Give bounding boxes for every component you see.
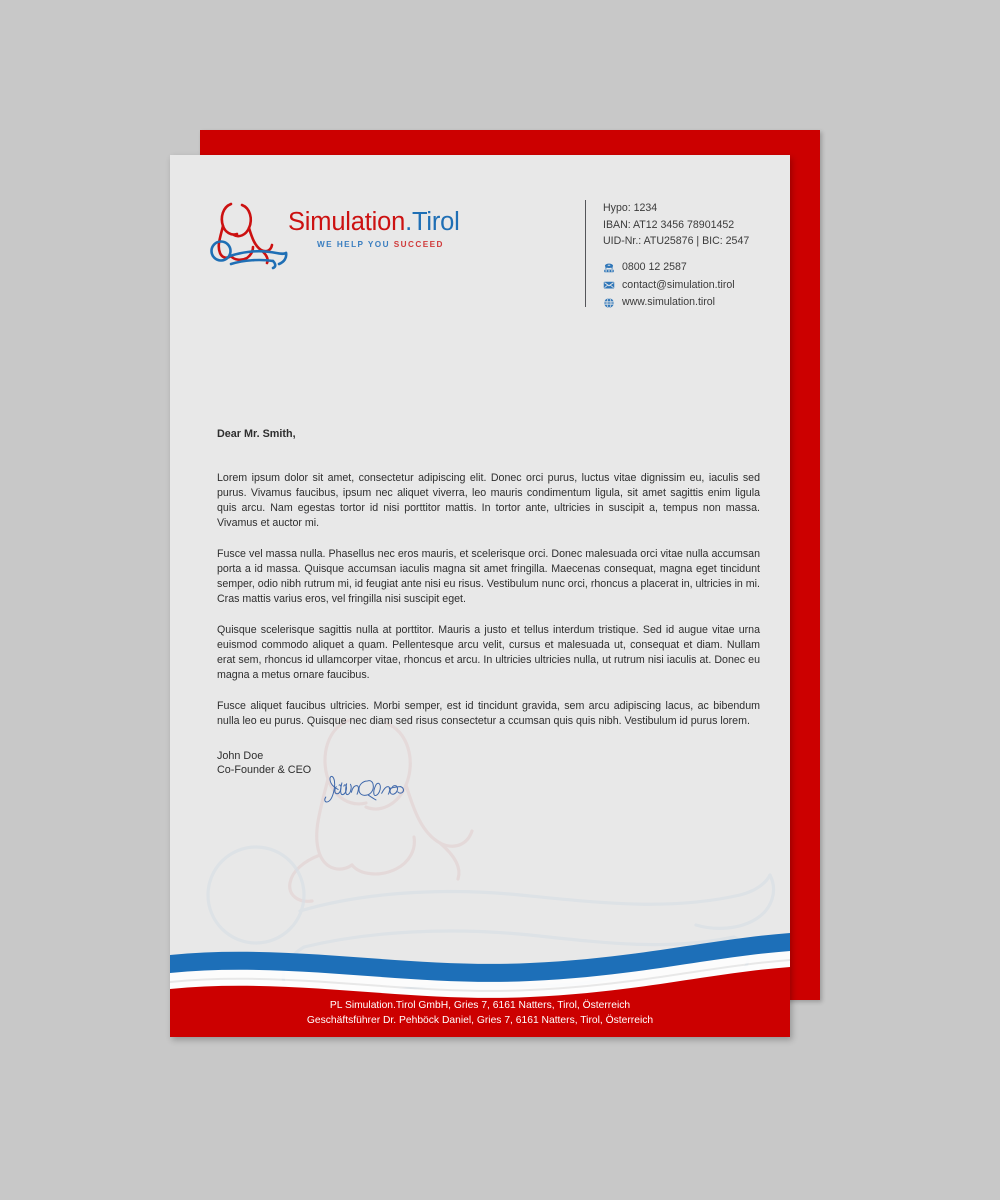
body-paragraph: Quisque scelerisque sagittis nulla at porttitor. Mauris a justo et tellus interdum tristique. Sed id augue vitae urna euismod commodo aliquet a quam. Pellentesque arcu velit, cursus et malesuada ut, consequat et diam. Nullam erat sem, rhoncus id ullamcorper vitae, rhoncus et arcu. In ultricies ultricies nulla, ut rutrum nisi iaculis at. Donec eu magna a metus ornare faucibus. xyxy=(217,623,760,682)
signature-block xyxy=(217,749,760,809)
globe-icon xyxy=(603,297,615,309)
envelope-icon xyxy=(603,279,615,291)
tagline-blue-part: WE HELP YOU xyxy=(317,240,390,249)
bank-line-uid-bic: UID-Nr.: ATU25876 | BIC: 2547 xyxy=(603,235,750,248)
contact-divider xyxy=(585,200,586,307)
letterhead-header xyxy=(170,155,790,330)
email-address: contact@simulation.tirol xyxy=(622,278,735,291)
signer-name: John Doe xyxy=(217,749,264,762)
contact-row-website[interactable] xyxy=(603,294,735,312)
bank-details xyxy=(603,200,749,250)
salutation: Dear Mr. Smith, xyxy=(217,428,296,440)
body-paragraph: Fusce aliquet faucibus ultricies. Morbi semper, est id tincidunt gravida, sem arcu adipiscing lacus, ac bibendum nulla leo eu purus. Quisque nec diam sed risus consectetur a ccumsan quis quis nibh. Vestibulum id purus lorem. xyxy=(217,699,760,727)
brand-wordmark xyxy=(288,208,460,237)
letter-body xyxy=(217,428,760,809)
footer-line-director: Geschäftsführer Dr. Pehböck Daniel, Gries 7, 6161 Natters, Tirol, Österreich xyxy=(306,1015,654,1027)
footer-legal-text xyxy=(170,998,790,1029)
brand-word-simulation: Simulation xyxy=(288,208,406,236)
handwritten-signature xyxy=(322,769,412,809)
contact-details xyxy=(603,259,735,312)
signer-title: Co-Founder & CEO xyxy=(217,764,312,777)
letterhead-page xyxy=(170,155,790,1037)
body-paragraph: Fusce vel massa nulla. Phasellus nec eros mauris, et scelerisque orci. Donec malesuada orci vitae nulla accumsan porta a id massa. Quisque accumsan iaculis magna sit amet fringilla. Maecenas consequat, magna eget tincidunt semper, odio nibh rutrum mi, id feugiat ante nisi eu risus. Vestibulum nunc orci, rhoncus a placerat in, ultricies in mi. Cras mattis varius eros, vel fringilla nisi suscipit eget. xyxy=(217,547,760,606)
brand-word-dot: . xyxy=(405,208,412,236)
phone-number: 0800 12 2587 xyxy=(622,261,687,273)
bank-line-hypo: Hypo: 1234 xyxy=(603,202,658,214)
brand-tagline xyxy=(317,240,444,249)
cpr-resuscitation-logo-icon xyxy=(210,200,288,270)
bank-line-iban: IBAN: AT12 3456 78901452 xyxy=(603,218,735,231)
contact-row-email[interactable] xyxy=(603,277,735,295)
telephone-icon xyxy=(603,262,615,274)
tagline-red-part: SUCCEED xyxy=(393,240,444,249)
footer-line-company: PL Simulation.Tirol GmbH, Gries 7, 6161 Natters, Tirol, Österreich xyxy=(329,999,631,1011)
contact-row-phone[interactable] xyxy=(603,259,735,277)
website-url: www.simulation.tirol xyxy=(622,296,716,308)
brand-word-tirol: Tirol xyxy=(411,208,460,236)
body-paragraph: Lorem ipsum dolor sit amet, consectetur adipiscing elit. Donec orci purus, luctus vitae dignissim eu, iaculis sed purus. Vivamus faucibus, ipsum nec aliquet viverra, leo mauris condimentum ligula, sit amet sagittis enim ligula quis arcu. Nam egestas tortor id nisi porttitor mattis. In tortor ante, ultricies in suscipit a, tempus non massa. Vivamus et auctor mi. xyxy=(217,472,760,530)
brand-logo xyxy=(210,200,470,275)
